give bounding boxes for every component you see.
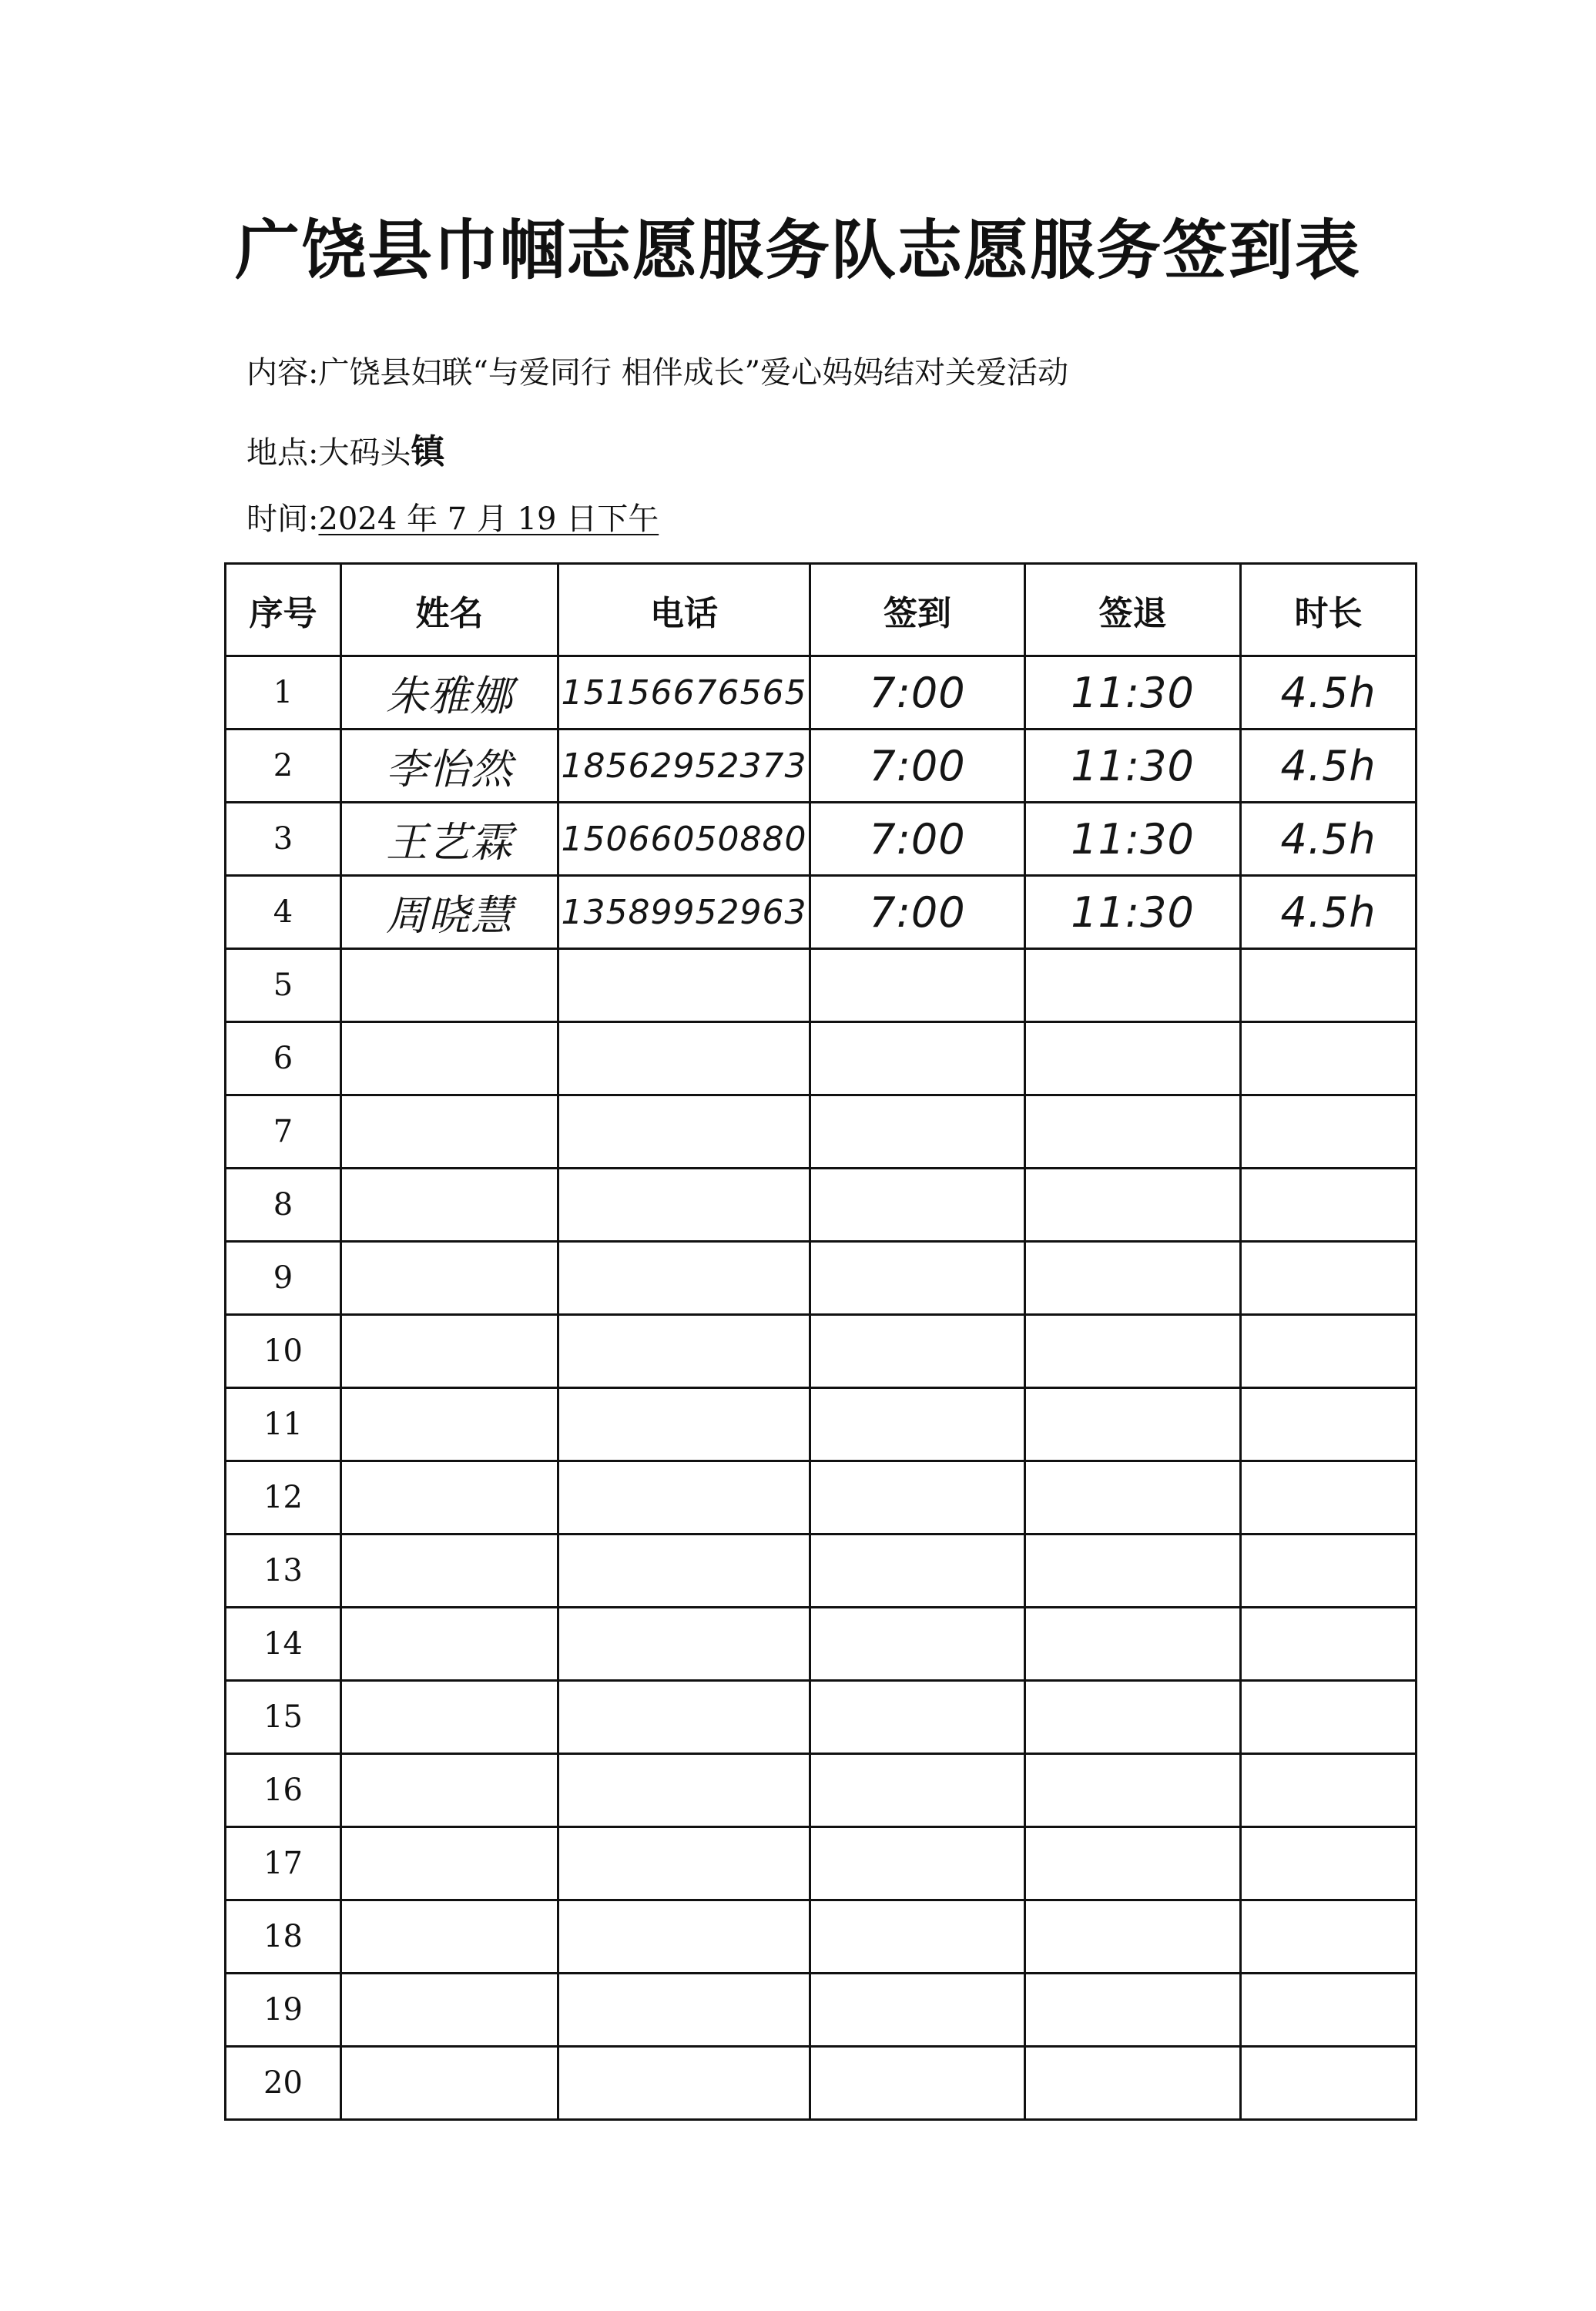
cell-name: 王艺霖 (341, 803, 558, 876)
table-row (226, 1022, 1417, 1095)
page-title: 广饶县巾帼志愿服务队志愿服务签到表 (234, 212, 1361, 288)
cell-phone: 18562952373 (558, 730, 810, 803)
cell-duration (1241, 1242, 1417, 1315)
cell-no: 8 (226, 1169, 341, 1242)
cell-duration (1241, 1535, 1417, 1608)
cell-phone (558, 1461, 810, 1535)
cell-sign-out: 11:30 (1025, 876, 1241, 949)
cell-duration: 4.5h (1241, 656, 1417, 730)
cell-sign-out (1025, 1461, 1241, 1535)
cell-name (341, 1095, 558, 1169)
cell-no: 9 (226, 1242, 341, 1315)
cell-duration (1241, 1827, 1417, 1900)
cell-sign-out (1025, 1608, 1241, 1681)
cell-phone: 15066050880 (558, 803, 810, 876)
cell-sign-out (1025, 1754, 1241, 1827)
cell-sign-in (810, 1974, 1025, 2047)
cell-duration: 4.5h (1241, 730, 1417, 803)
cell-name (341, 2047, 558, 2120)
cell-no: 18 (226, 1900, 341, 1974)
cell-sign-out (1025, 1827, 1241, 1900)
cell-no: 14 (226, 1608, 341, 1681)
table-row (226, 1827, 1417, 1900)
cell-no: 11 (226, 1388, 341, 1461)
cell-sign-out (1025, 1535, 1241, 1608)
table-row (226, 1315, 1417, 1388)
place-value: 大码头 (318, 435, 411, 471)
cell-phone (558, 1388, 810, 1461)
header-phone: 电话 (558, 564, 810, 656)
cell-name (341, 1022, 558, 1095)
cell-sign-in (810, 1022, 1025, 1095)
cell-sign-in (810, 1388, 1025, 1461)
cell-no: 4 (226, 876, 341, 949)
cell-name (341, 1461, 558, 1535)
cell-phone (558, 949, 810, 1022)
cell-sign-in (810, 949, 1025, 1022)
cell-phone (558, 1974, 810, 2047)
cell-no: 19 (226, 1974, 341, 2047)
cell-name (341, 1827, 558, 1900)
place-handwritten-mark: 镇 (411, 432, 445, 471)
cell-sign-in (810, 1535, 1025, 1608)
cell-no: 12 (226, 1461, 341, 1535)
table-header-row (226, 564, 1417, 656)
header-duration: 时长 (1241, 564, 1417, 656)
cell-sign-in (810, 1608, 1025, 1681)
cell-sign-in (810, 1095, 1025, 1169)
table-row (226, 1388, 1417, 1461)
cell-duration (1241, 2047, 1417, 2120)
table-row (226, 1169, 1417, 1242)
cell-phone: 15156676565 (558, 656, 810, 730)
cell-duration (1241, 1681, 1417, 1754)
cell-sign-out (1025, 1974, 1241, 2047)
cell-name (341, 1974, 558, 2047)
cell-no: 7 (226, 1095, 341, 1169)
content-label: 内容: (246, 355, 319, 391)
cell-no: 17 (226, 1827, 341, 1900)
cell-no: 5 (226, 949, 341, 1022)
cell-sign-out (1025, 1242, 1241, 1315)
cell-phone (558, 1169, 810, 1242)
cell-sign-in (810, 1461, 1025, 1535)
cell-duration (1241, 1388, 1417, 1461)
cell-sign-out (1025, 1315, 1241, 1388)
time-value: 2024 年 7 月 19 日下午 (318, 501, 659, 537)
cell-sign-in (810, 1681, 1025, 1754)
cell-duration (1241, 1974, 1417, 2047)
cell-duration: 4.5h (1241, 803, 1417, 876)
cell-phone (558, 1681, 810, 1754)
cell-sign-in: 7:00 (810, 656, 1025, 730)
header-name: 姓名 (341, 564, 558, 656)
cell-sign-in (810, 2047, 1025, 2120)
cell-phone (558, 1754, 810, 1827)
table-row (226, 1974, 1417, 2047)
cell-phone (558, 1095, 810, 1169)
header-sign-out: 签退 (1025, 564, 1241, 656)
cell-name (341, 1681, 558, 1754)
cell-sign-in (810, 1169, 1025, 1242)
table-row (226, 1681, 1417, 1754)
cell-sign-out (1025, 2047, 1241, 2120)
cell-duration (1241, 1169, 1417, 1242)
cell-sign-in (810, 1900, 1025, 1974)
table-body (226, 656, 1417, 2120)
time-line (246, 495, 659, 538)
cell-duration (1241, 1608, 1417, 1681)
cell-sign-out (1025, 949, 1241, 1022)
cell-duration (1241, 1754, 1417, 1827)
table-row (226, 1242, 1417, 1315)
cell-no: 3 (226, 803, 341, 876)
cell-name (341, 1535, 558, 1608)
cell-name (341, 1608, 558, 1681)
cell-no: 10 (226, 1315, 341, 1388)
cell-duration (1241, 1095, 1417, 1169)
cell-name (341, 1315, 558, 1388)
header-no: 序号 (226, 564, 341, 656)
cell-sign-out (1025, 1900, 1241, 1974)
table-row (226, 1900, 1417, 1974)
table-row (226, 1608, 1417, 1681)
cell-name (341, 1242, 558, 1315)
cell-phone: 13589952963 (558, 876, 810, 949)
cell-name (341, 1169, 558, 1242)
table-row (226, 1461, 1417, 1535)
cell-duration (1241, 1022, 1417, 1095)
cell-name (341, 949, 558, 1022)
cell-no: 15 (226, 1681, 341, 1754)
cell-phone (558, 1900, 810, 1974)
cell-sign-out: 11:30 (1025, 803, 1241, 876)
cell-no: 20 (226, 2047, 341, 2120)
cell-sign-in: 7:00 (810, 876, 1025, 949)
cell-no: 16 (226, 1754, 341, 1827)
cell-duration: 4.5h (1241, 876, 1417, 949)
table-row (226, 1095, 1417, 1169)
cell-phone (558, 1242, 810, 1315)
signin-table (224, 562, 1417, 2121)
cell-sign-out (1025, 1681, 1241, 1754)
cell-no: 6 (226, 1022, 341, 1095)
cell-phone (558, 1608, 810, 1681)
cell-phone (558, 1022, 810, 1095)
table-row (226, 1535, 1417, 1608)
place-line (246, 424, 444, 473)
cell-sign-in (810, 1827, 1025, 1900)
cell-sign-in (810, 1754, 1025, 1827)
cell-name: 朱雅娜 (341, 656, 558, 730)
time-label: 时间: (246, 501, 319, 537)
cell-sign-out (1025, 1022, 1241, 1095)
cell-sign-out: 11:30 (1025, 730, 1241, 803)
cell-no: 2 (226, 730, 341, 803)
cell-phone (558, 1535, 810, 1608)
cell-phone (558, 1315, 810, 1388)
cell-name (341, 1754, 558, 1827)
cell-name (341, 1388, 558, 1461)
table-row (226, 876, 1417, 949)
cell-sign-out (1025, 1169, 1241, 1242)
cell-phone (558, 1827, 810, 1900)
cell-phone (558, 2047, 810, 2120)
cell-sign-in (810, 1242, 1025, 1315)
cell-name: 周晓慧 (341, 876, 558, 949)
content-line (246, 348, 1068, 392)
table-row (226, 803, 1417, 876)
place-label: 地点: (246, 435, 319, 471)
cell-duration (1241, 1900, 1417, 1974)
cell-name: 李怡然 (341, 730, 558, 803)
cell-no: 13 (226, 1535, 341, 1608)
cell-duration (1241, 1461, 1417, 1535)
cell-duration (1241, 949, 1417, 1022)
cell-sign-in: 7:00 (810, 730, 1025, 803)
cell-sign-out (1025, 1095, 1241, 1169)
cell-name (341, 1900, 558, 1974)
cell-sign-in: 7:00 (810, 803, 1025, 876)
cell-sign-in (810, 1315, 1025, 1388)
cell-sign-out (1025, 1388, 1241, 1461)
table-row (226, 2047, 1417, 2120)
cell-no: 1 (226, 656, 341, 730)
table-row (226, 730, 1417, 803)
cell-sign-out: 11:30 (1025, 656, 1241, 730)
content-value: 广饶县妇联“与爱同行 相伴成长”爱心妈妈结对关爱活动 (318, 355, 1069, 391)
table-row (226, 949, 1417, 1022)
header-sign-in: 签到 (810, 564, 1025, 656)
table-row (226, 656, 1417, 730)
cell-duration (1241, 1315, 1417, 1388)
table-row (226, 1754, 1417, 1827)
